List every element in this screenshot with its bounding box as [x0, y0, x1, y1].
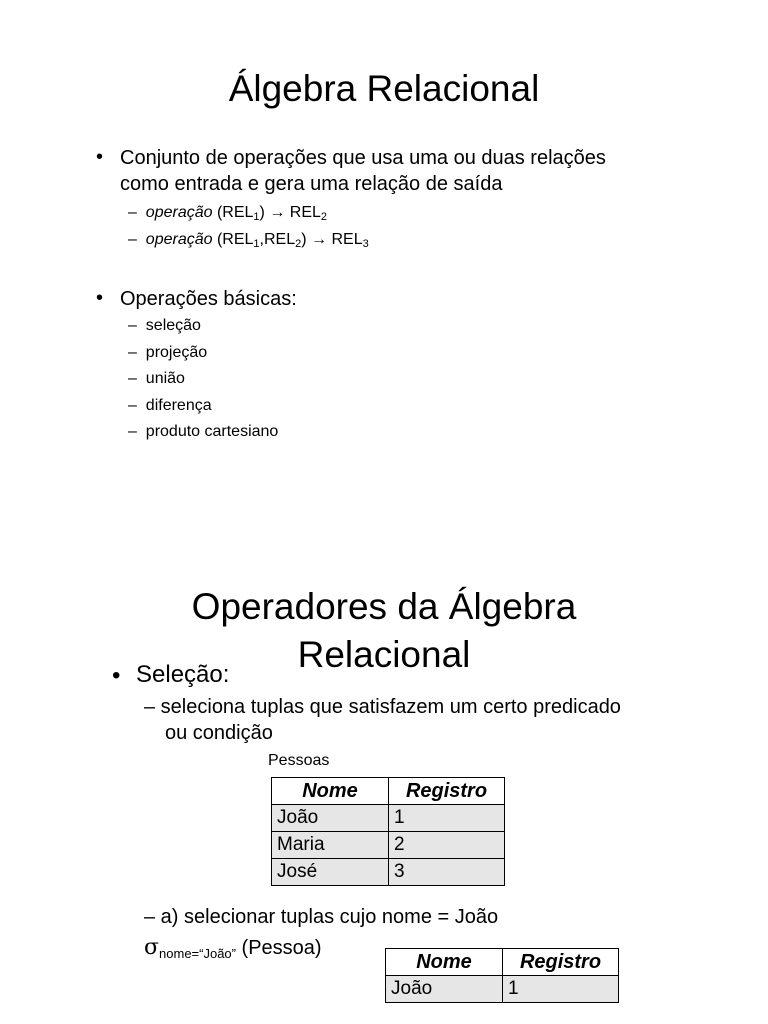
header-cell-registro: Registro [389, 778, 505, 805]
table-cell: 1 [389, 805, 505, 832]
table-cell: João [386, 976, 503, 1003]
op-text: (REL [212, 204, 254, 221]
list-item [128, 369, 278, 396]
dash: – [128, 396, 146, 414]
basic-ops-list [128, 316, 278, 449]
op-label: operação [145, 231, 213, 248]
dash: – [128, 231, 146, 248]
list-item-label: produto cartesiano [145, 423, 279, 440]
op-text: (REL [212, 231, 254, 248]
list-item [128, 422, 278, 449]
table-row [272, 832, 505, 859]
table-caption: Pessoas [268, 752, 330, 769]
table-cell: Maria [272, 832, 389, 859]
result-table [385, 948, 619, 1003]
bullet1-line2: como entrada e gera uma relação de saída [120, 173, 503, 195]
header-cell-nome: Nome [386, 949, 503, 976]
bullet1-line1: Conjunto de operações que usa uma ou duas relações [120, 147, 606, 169]
header-cell-registro: Registro [503, 949, 619, 976]
dash: – [128, 317, 146, 334]
table-row [272, 859, 505, 886]
selection-desc-line2: ou condição [165, 722, 273, 744]
bullet-dot: • [96, 287, 104, 309]
list-item-label: seleção [145, 317, 201, 334]
table-cell: 2 [389, 832, 505, 859]
people-table [271, 777, 505, 886]
selection-desc-line1: – seleciona tuplas que satisfazem um certo predicado [144, 696, 621, 718]
list-item [128, 396, 278, 423]
op-text: ,REL [259, 231, 296, 248]
subscript: 2 [320, 211, 328, 223]
bullet1-text [120, 145, 720, 197]
table-row [272, 805, 505, 832]
op-text: ) → REL [301, 231, 363, 248]
table-header-row [272, 778, 505, 805]
table-cell: 3 [389, 859, 505, 886]
list-item [128, 316, 278, 343]
header-cell-nome: Nome [272, 778, 389, 805]
subscript: 1 [253, 238, 260, 250]
slide1-title: Álgebra Relacional [228, 68, 540, 109]
table-cell: 1 [503, 976, 619, 1003]
selection-expression [144, 935, 322, 960]
subscript: 3 [362, 238, 369, 250]
dash: – [128, 204, 146, 221]
table-header-row [386, 949, 619, 976]
op-label: operação [145, 204, 213, 221]
list-item-label: projeção [145, 343, 208, 361]
slide2-title-line1: Operadores da Álgebra [191, 586, 577, 627]
table-cell: José [272, 859, 389, 886]
slide2-title-line2: Relacional [297, 634, 471, 675]
op-text: ) → REL [259, 204, 321, 221]
table-row [386, 976, 619, 1003]
bullet2-label: Operações básicas: [120, 288, 297, 310]
dash: – [128, 423, 146, 440]
subscript: 1 [253, 211, 260, 223]
dash: – [128, 370, 146, 387]
selection-label: Seleção: [136, 661, 230, 688]
dash: – [128, 343, 146, 361]
subscript: 2 [295, 238, 302, 250]
sigma-symbol: σ [144, 935, 160, 960]
table-cell: João [272, 805, 389, 832]
list-item-label: união [145, 370, 185, 387]
example-line: – a) selecionar tuplas cujo nome = João [144, 906, 499, 928]
list-item [128, 343, 278, 370]
bullet-dot: • [112, 662, 121, 689]
sigma-predicate: nome=“João” [159, 946, 236, 961]
sub-item-op2 [128, 230, 369, 250]
sub-item-op1 [128, 203, 327, 223]
bullet-dot: • [96, 146, 104, 168]
list-item-label: diferença [145, 396, 212, 414]
sigma-argument: (Pessoa) [236, 937, 322, 959]
